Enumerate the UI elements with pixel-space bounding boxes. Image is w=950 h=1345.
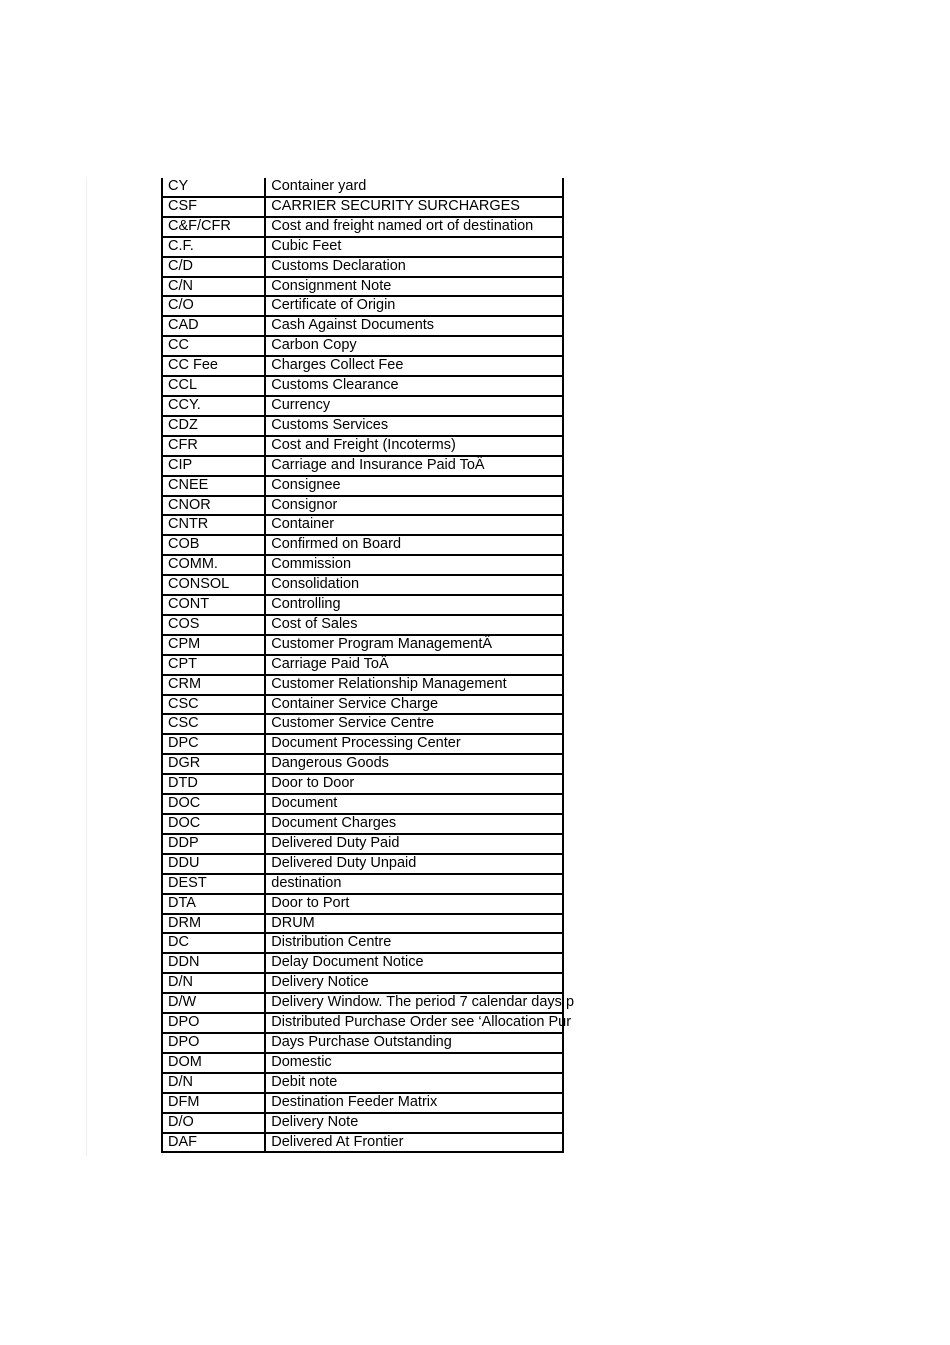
abbreviation-description-cell[interactable]: Delivery Note (265, 1113, 563, 1133)
abbreviation-description-cell[interactable]: Destination Feeder Matrix (265, 1093, 563, 1113)
table-row (162, 794, 563, 814)
abbreviation-code-cell[interactable]: CNTR (162, 515, 265, 535)
abbreviation-description-cell[interactable]: Delay Document Notice (265, 953, 563, 973)
abbreviation-code-cell[interactable]: CFR (162, 436, 265, 456)
table-row (162, 336, 563, 356)
abbreviation-description-cell[interactable]: Customer Program ManagementÂ (265, 635, 563, 655)
abbreviation-description-cell[interactable]: Confirmed on Board (265, 535, 563, 555)
abbreviation-code-cell[interactable]: D/N (162, 1073, 265, 1093)
abbreviation-description-cell[interactable]: Carriage and Insurance Paid ToÂ (265, 456, 563, 476)
table-row (162, 277, 563, 297)
abbreviation-description-cell[interactable]: Carriage Paid ToÂ (265, 655, 563, 675)
table-row (162, 754, 563, 774)
abbreviation-code-cell[interactable]: CNEE (162, 476, 265, 496)
table-row (162, 1033, 563, 1053)
abbreviation-description-cell[interactable]: Container (265, 515, 563, 535)
abbreviation-description-cell[interactable]: Delivered At Frontier (265, 1133, 563, 1153)
table-row (162, 1133, 563, 1153)
table-row (162, 1113, 563, 1133)
table-row (162, 1013, 563, 1033)
table-row (162, 675, 563, 695)
table-row (162, 714, 563, 734)
abbreviation-code-cell[interactable]: CDZ (162, 416, 265, 436)
abbreviation-description-cell[interactable]: Delivered Duty Paid (265, 834, 563, 854)
abbreviation-code-cell[interactable]: C.F. (162, 237, 265, 257)
table-row (162, 874, 563, 894)
abbreviation-description-cell[interactable]: CARRIER SECURITY SURCHARGES (265, 197, 563, 217)
table-row (162, 1073, 563, 1093)
abbreviation-description-cell[interactable]: Customs Services (265, 416, 563, 436)
table-row (162, 1053, 563, 1073)
abbreviation-code-cell[interactable]: D/O (162, 1113, 265, 1133)
abbreviation-code-cell[interactable]: CSF (162, 197, 265, 217)
abbreviation-description-cell[interactable]: Delivery Notice (265, 973, 563, 993)
abbreviation-code-cell[interactable]: CONSOL (162, 575, 265, 595)
table-row (162, 993, 563, 1013)
abbreviation-code-cell[interactable]: CC (162, 336, 265, 356)
abbreviation-description-cell[interactable]: Cubic Feet (265, 237, 563, 257)
abbreviation-description-cell[interactable]: Domestic (265, 1053, 563, 1073)
table-row (162, 834, 563, 854)
abbreviation-code-cell[interactable]: COMM. (162, 555, 265, 575)
table-row (162, 217, 563, 237)
abbreviation-code-cell[interactable]: DPO (162, 1033, 265, 1053)
abbreviation-code-cell[interactable]: DDP (162, 834, 265, 854)
abbreviation-code-cell[interactable]: C&F/CFR (162, 217, 265, 237)
abbreviation-description-cell[interactable]: Customer Relationship Management (265, 675, 563, 695)
table-row (162, 535, 563, 555)
table-row (162, 257, 563, 277)
abbreviation-code-cell[interactable]: CC Fee (162, 356, 265, 376)
abbreviation-description-cell[interactable]: Distributed Purchase Order see ‘Allocation Pur (265, 1013, 563, 1033)
abbreviation-description-cell[interactable]: Days Purchase Outstanding (265, 1033, 563, 1053)
table-row (162, 595, 563, 615)
abbreviation-description-cell[interactable]: Consolidation (265, 575, 563, 595)
abbreviation-description-cell[interactable]: Dangerous Goods (265, 754, 563, 774)
table-row (162, 178, 563, 197)
table-row (162, 973, 563, 993)
abbreviation-code-cell[interactable]: C/O (162, 296, 265, 316)
abbreviation-code-cell[interactable]: DC (162, 933, 265, 953)
abbreviation-description-cell[interactable]: Consignment Note (265, 277, 563, 297)
table-row (162, 914, 563, 934)
abbreviation-code-cell[interactable]: COB (162, 535, 265, 555)
table-row (162, 774, 563, 794)
abbreviation-description-cell[interactable]: DRUM (265, 914, 563, 934)
abbreviation-description-cell[interactable]: Delivery Window. The period 7 calendar days p (265, 993, 563, 1013)
abbreviation-description-cell[interactable]: Debit note (265, 1073, 563, 1093)
table-row (162, 953, 563, 973)
table-row (162, 436, 563, 456)
abbreviation-description-cell[interactable]: Door to Door (265, 774, 563, 794)
table-row (162, 575, 563, 595)
abbreviation-code-cell[interactable]: DRM (162, 914, 265, 934)
abbreviation-description-cell[interactable]: Carbon Copy (265, 336, 563, 356)
table-row (162, 356, 563, 376)
table-row (162, 237, 563, 257)
abbreviation-code-cell[interactable]: CSC (162, 695, 265, 715)
abbreviation-code-cell[interactable]: DPC (162, 734, 265, 754)
table-row (162, 376, 563, 396)
abbreviation-code-cell[interactable]: DFM (162, 1093, 265, 1113)
abbreviation-code-cell[interactable]: CCL (162, 376, 265, 396)
abbreviation-code-cell[interactable]: COS (162, 615, 265, 635)
abbreviation-code-cell[interactable]: DDN (162, 953, 265, 973)
abbreviation-description-cell[interactable]: Consignee (265, 476, 563, 496)
abbreviation-description-cell[interactable]: Certificate of Origin (265, 296, 563, 316)
abbreviation-code-cell[interactable]: CY (162, 178, 265, 197)
table-row (162, 496, 563, 516)
abbreviation-description-cell[interactable]: Consignor (265, 496, 563, 516)
abbreviation-description-cell[interactable]: Document Charges (265, 814, 563, 834)
table-row (162, 296, 563, 316)
table-row (162, 197, 563, 217)
abbreviation-description-cell[interactable]: Document (265, 794, 563, 814)
table-row (162, 476, 563, 496)
abbreviation-description-cell[interactable]: Container yard (265, 178, 563, 197)
abbreviation-code-cell[interactable]: CCY. (162, 396, 265, 416)
abbreviation-code-cell[interactable]: D/N (162, 973, 265, 993)
abbreviation-description-cell[interactable]: Controlling (265, 595, 563, 615)
abbreviation-description-cell[interactable]: destination (265, 874, 563, 894)
abbreviation-description-cell[interactable]: Document Processing Center (265, 734, 563, 754)
table-row (162, 734, 563, 754)
abbreviation-description-cell[interactable]: Cash Against Documents (265, 316, 563, 336)
abbreviation-code-cell[interactable]: DOC (162, 814, 265, 834)
abbreviation-code-cell[interactable]: DAF (162, 1133, 265, 1153)
abbreviation-description-cell[interactable]: Commission (265, 555, 563, 575)
abbreviation-table (161, 178, 575, 1153)
abbreviation-code-cell[interactable]: DTD (162, 774, 265, 794)
abbreviation-code-cell[interactable]: CPM (162, 635, 265, 655)
abbreviation-code-cell[interactable]: C/D (162, 257, 265, 277)
abbreviation-code-cell[interactable]: DDU (162, 854, 265, 874)
abbreviation-description-cell[interactable]: Container Service Charge (265, 695, 563, 715)
table-row (162, 635, 563, 655)
table-row (162, 933, 563, 953)
abbreviation-code-cell[interactable]: DGR (162, 754, 265, 774)
abbreviation-description-cell[interactable]: Cost and freight named ort of destination (265, 217, 563, 237)
abbreviation-code-cell[interactable]: CRM (162, 675, 265, 695)
abbreviation-description-cell[interactable]: Delivered Duty Unpaid (265, 854, 563, 874)
abbreviation-code-cell[interactable]: D/W (162, 993, 265, 1013)
abbreviation-code-cell[interactable]: DOC (162, 794, 265, 814)
abbreviation-code-cell[interactable]: DTA (162, 894, 265, 914)
abbreviation-code-cell[interactable]: DOM (162, 1053, 265, 1073)
table-row (162, 555, 563, 575)
table-row (162, 894, 563, 914)
abbreviation-code-cell[interactable]: CNOR (162, 496, 265, 516)
abbreviation-description-cell[interactable]: Door to Port (265, 894, 563, 914)
abbreviation-description-cell[interactable]: Cost and Freight (Incoterms) (265, 436, 563, 456)
abbreviation-code-cell[interactable]: DEST (162, 874, 265, 894)
abbreviation-code-cell[interactable]: CSC (162, 714, 265, 734)
abbreviation-description-cell[interactable]: Customs Clearance (265, 376, 563, 396)
abbreviation-code-cell[interactable]: CAD (162, 316, 265, 336)
abbreviation-description-cell[interactable]: Customs Declaration (265, 257, 563, 277)
abbreviation-description-cell[interactable]: Charges Collect Fee (265, 356, 563, 376)
table-row (162, 396, 563, 416)
table-row (162, 814, 563, 834)
table-row (162, 1093, 563, 1113)
abbreviation-description-cell[interactable]: Cost of Sales (265, 615, 563, 635)
abbreviation-description-cell[interactable]: Distribution Centre (265, 933, 563, 953)
table-row (162, 515, 563, 535)
abbreviation-description-cell[interactable]: Customer Service Centre (265, 714, 563, 734)
table-row (162, 416, 563, 436)
table-row (162, 655, 563, 675)
abbreviation-table-body (162, 178, 575, 1152)
table-row (162, 615, 563, 635)
abbreviation-description-cell[interactable]: Currency (265, 396, 563, 416)
abbreviation-code-cell[interactable]: CIP (162, 456, 265, 476)
abbreviation-code-cell[interactable]: CONT (162, 595, 265, 615)
abbreviation-code-cell[interactable]: C/N (162, 277, 265, 297)
table-row (162, 854, 563, 874)
table-row (162, 456, 563, 476)
table-row (162, 695, 563, 715)
table-row (162, 316, 563, 336)
sheet-row-header-edge (86, 178, 163, 1156)
abbreviation-code-cell[interactable]: DPO (162, 1013, 265, 1033)
abbreviation-code-cell[interactable]: CPT (162, 655, 265, 675)
